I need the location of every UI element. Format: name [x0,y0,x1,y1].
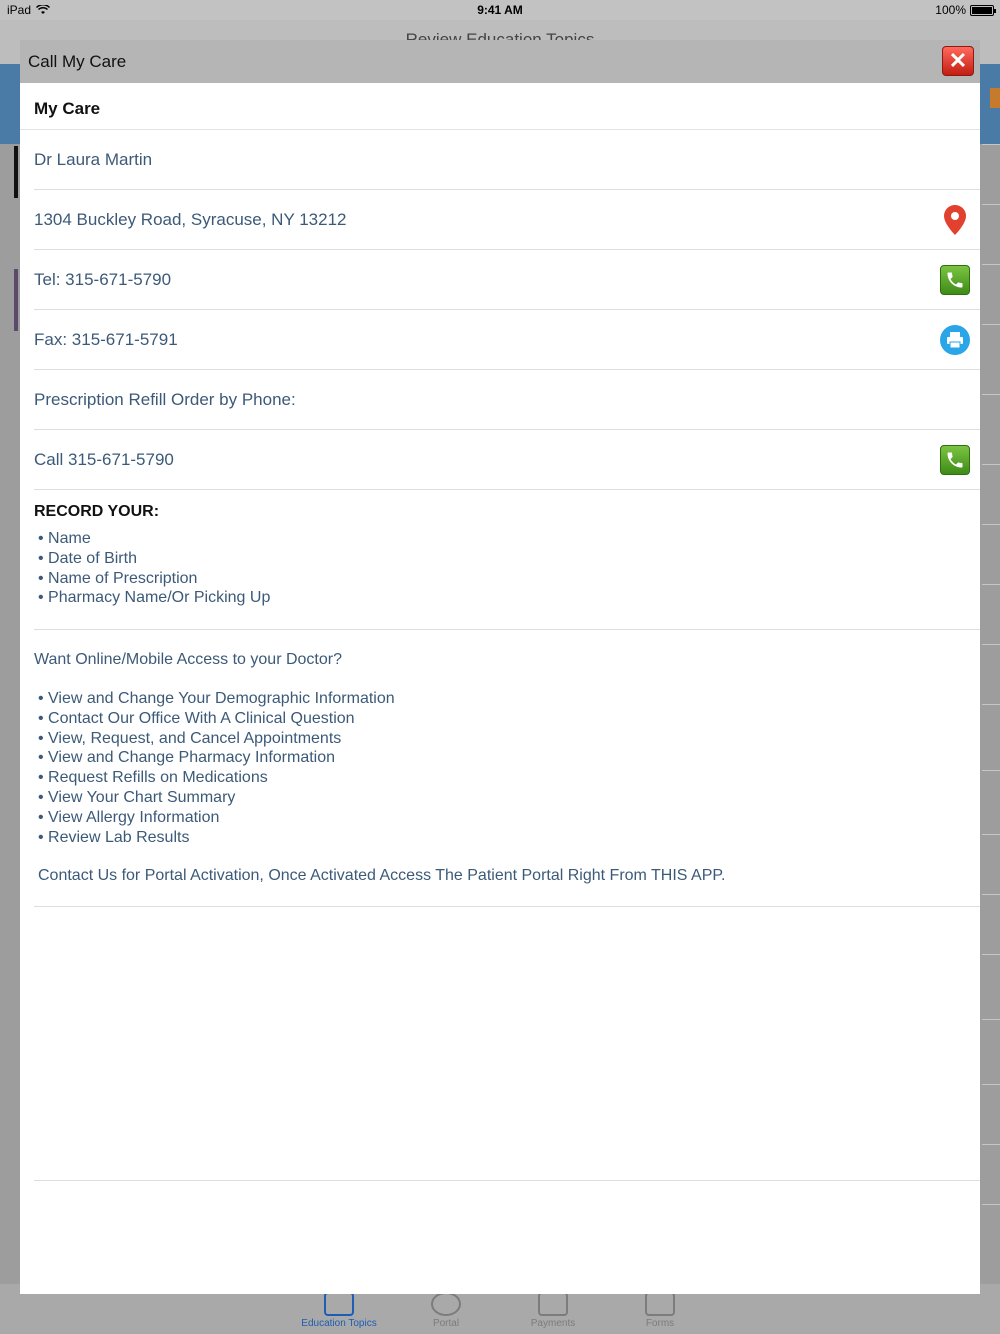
phone-icon[interactable] [940,445,970,475]
portal-question: Want Online/Mobile Access to your Doctor? [34,651,342,668]
globe-icon [431,1292,461,1316]
background-accent [990,88,1000,108]
wallet-icon [538,1292,568,1316]
address-row[interactable] [34,190,980,250]
tab-label: Forms [645,1318,675,1329]
list-item: • View Allergy Information [34,808,980,828]
list-item: • Pharmacy Name/Or Picking Up [34,588,980,608]
tel-text: Tel: 315-671-5790 [34,270,172,289]
phone-icon[interactable] [940,265,970,295]
list-item: • View, Request, and Cancel Appointments [34,729,980,749]
section-title: My Care [20,83,980,130]
list-item: • Request Refills on Medications [34,768,980,788]
list-item: • Contact Our Office With A Clinical Question [34,709,980,729]
list-item: • View and Change Your Demographic Information [34,689,980,709]
portal-block [34,630,980,907]
modal-title: Call My Care [28,52,127,71]
tel-row[interactable] [34,250,980,310]
status-bar [0,0,1000,20]
list-item: • Name of Prescription [34,569,980,589]
call-text: Call 315-671-5790 [34,450,174,469]
tab-label: Portal [432,1318,460,1329]
status-time: 9:41 AM [477,3,523,17]
background-right-content [980,64,1000,1284]
record-title: RECORD YOUR: [34,503,160,520]
background-banner-left [0,64,20,144]
fax-text: Fax: 315-671-5791 [34,330,178,349]
call-my-care-modal [20,40,980,1294]
doctor-row [34,130,980,190]
modal-header [20,40,980,83]
film-icon [324,1292,354,1316]
tab-payments[interactable] [508,1292,598,1329]
fax-row[interactable] [34,310,980,370]
list-item: • Review Lab Results [34,828,980,848]
list-item: • View Your Chart Summary [34,788,980,808]
status-right [935,3,994,17]
list-item: • Name [34,529,980,549]
call-row[interactable] [34,430,980,490]
battery-percent: 100% [935,3,966,17]
list-item: • Date of Birth [34,549,980,569]
close-button[interactable] [942,46,974,76]
doctor-name: Dr Laura Martin [34,150,153,169]
close-icon: ✕ [948,48,968,73]
tab-forms[interactable] [615,1292,705,1329]
background-left-content [0,64,20,1284]
refill-heading: Prescription Refill Order by Phone: [34,390,296,409]
portal-feature-list [34,689,980,847]
battery-icon [970,5,994,16]
tab-portal[interactable] [401,1292,491,1329]
tab-label: Education Topics [301,1318,377,1329]
form-icon [645,1292,675,1316]
tab-label: Payments [530,1318,576,1329]
divider [34,1180,980,1181]
refill-heading-row [34,370,980,430]
map-pin-icon[interactable] [940,205,970,235]
record-block [34,490,980,630]
printer-icon[interactable] [940,325,970,355]
list-item: • View and Change Pharmacy Information [34,748,980,768]
portal-note: Contact Us for Portal Activation, Once Activated Access The Patient Portal Right From THIS APP. [38,867,726,885]
address-text: 1304 Buckley Road, Syracuse, NY 13212 [34,210,347,229]
device-label: iPad [7,3,32,17]
record-list [34,529,980,608]
tab-education-topics[interactable] [294,1292,384,1329]
